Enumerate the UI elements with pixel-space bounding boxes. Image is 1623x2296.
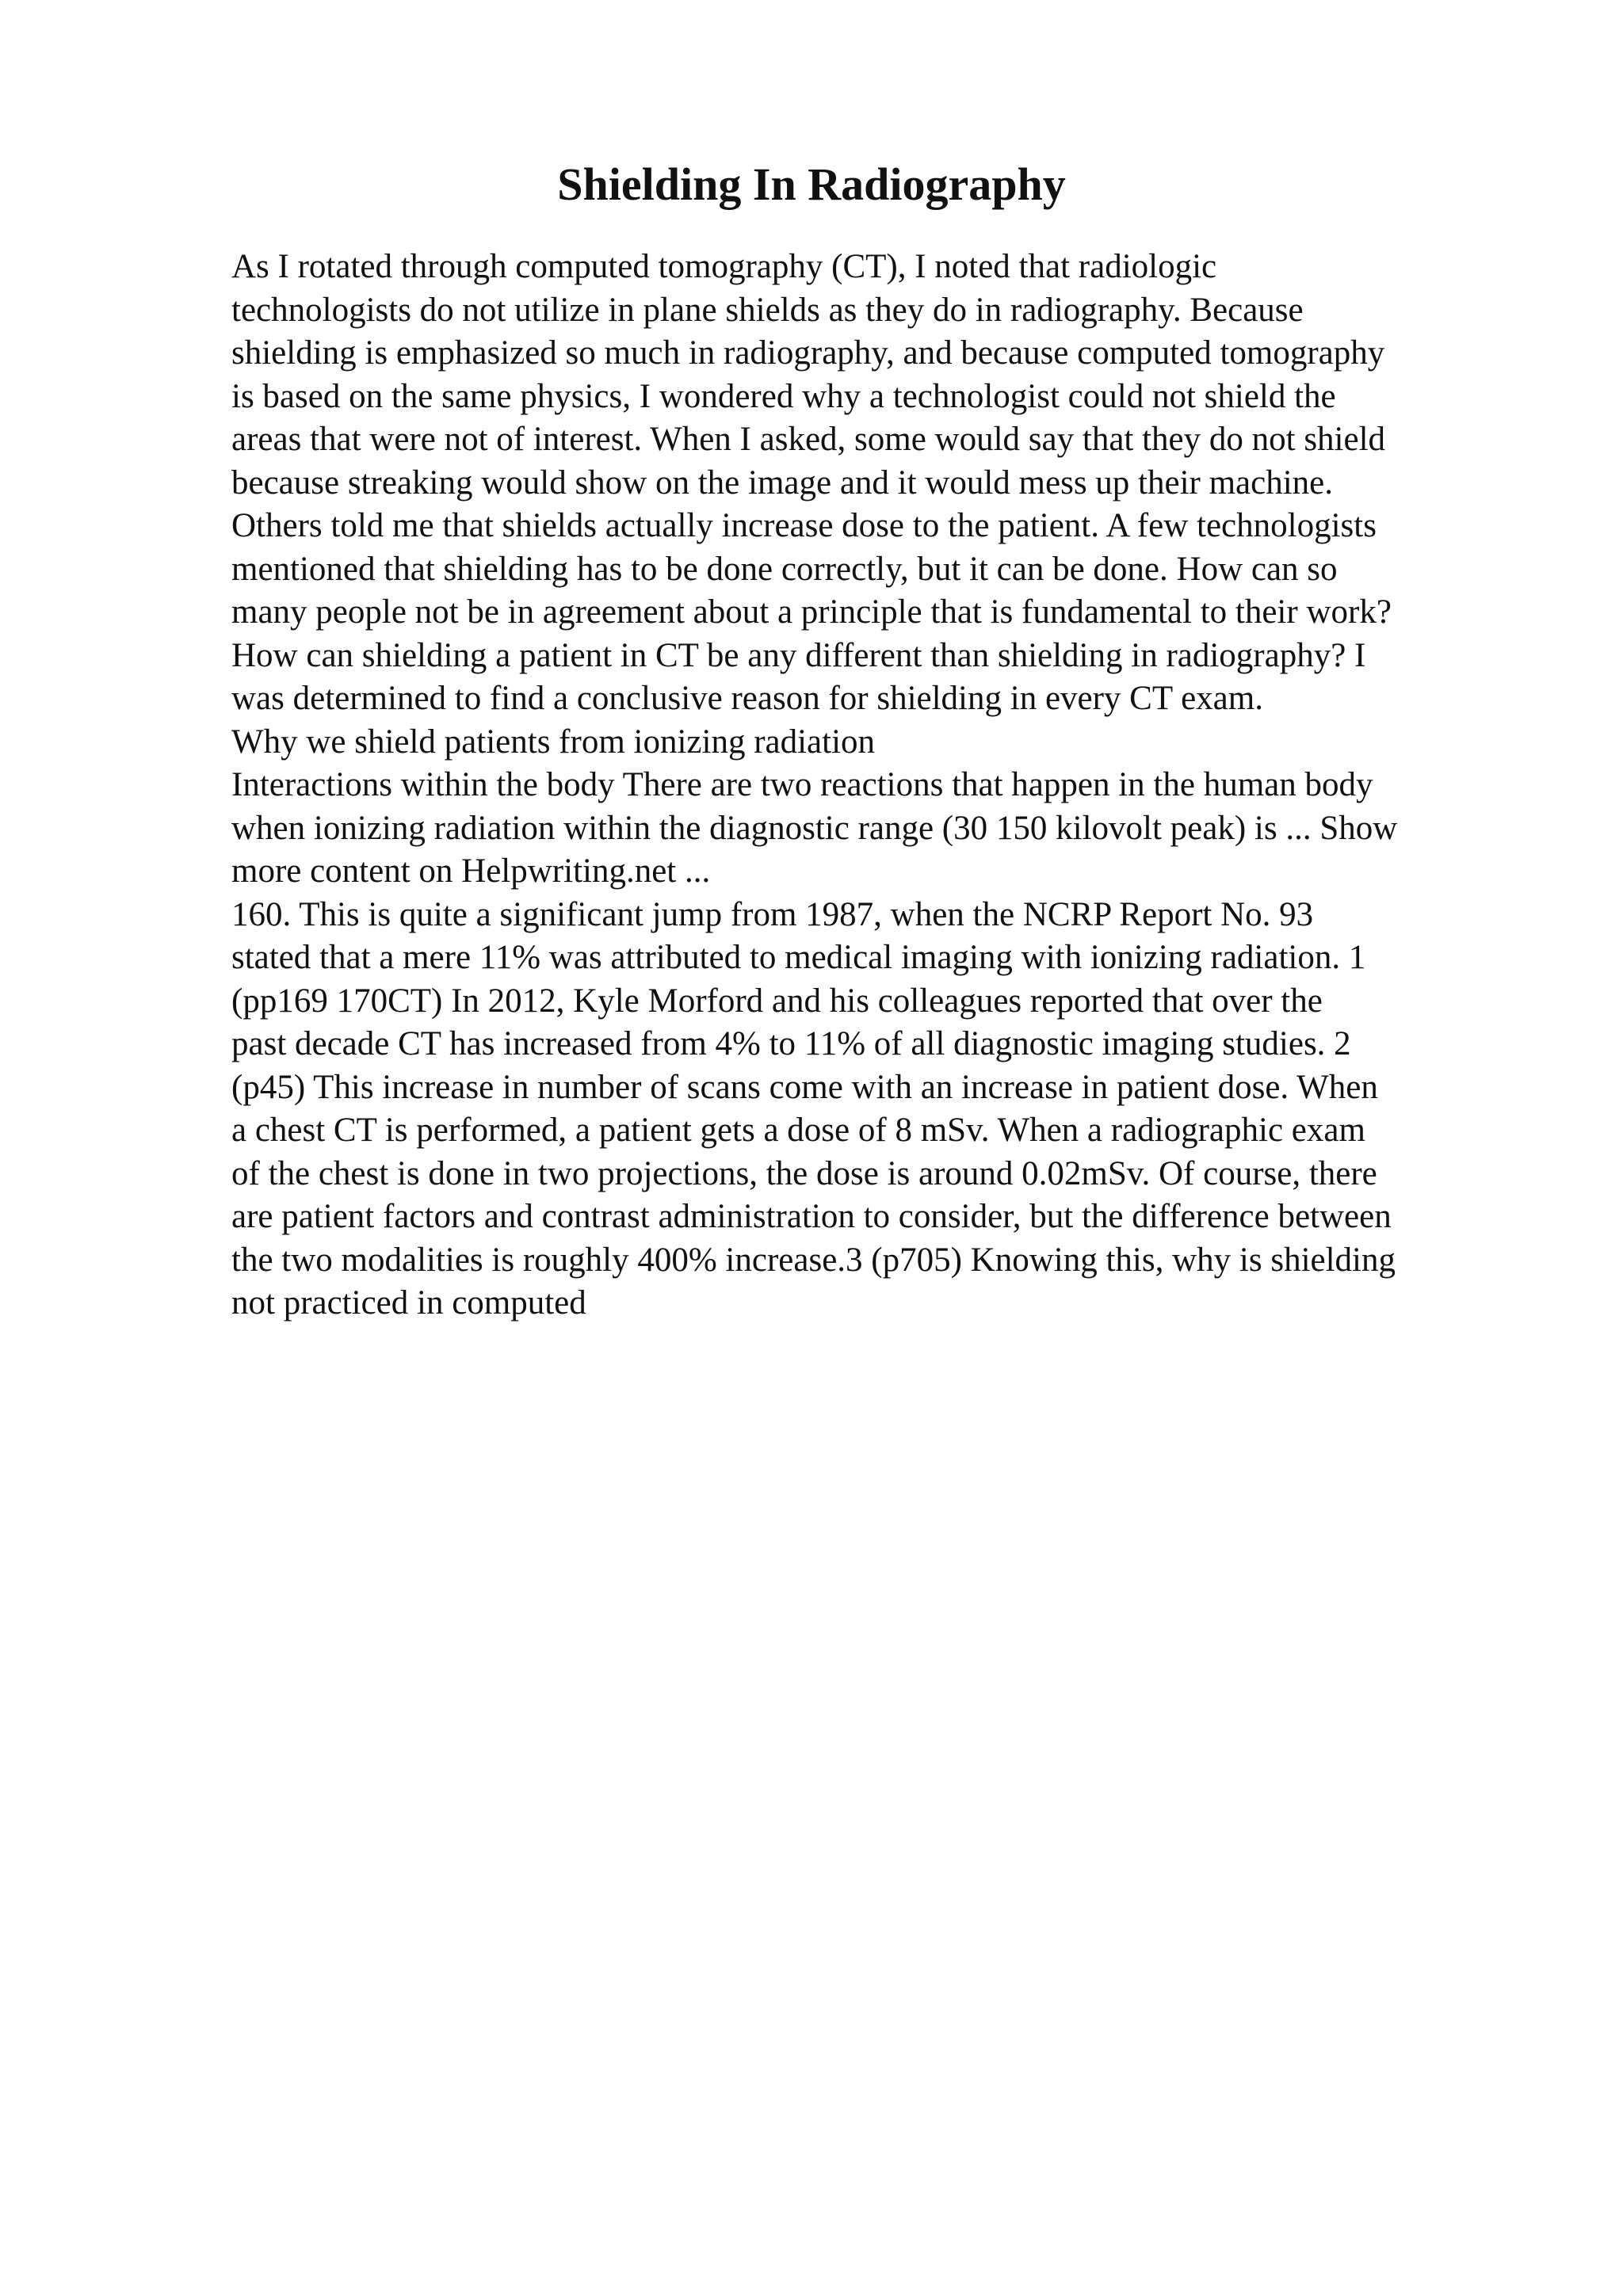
body-line: How can shielding a patient in CT be any different than shielding in radiography? I <box>231 636 1366 674</box>
body-line: Others told me that shields actually increase dose to the patient. A few technologists <box>231 507 1377 544</box>
body-line: a chest CT is performed, a patient gets a dose of 8 mSv. When a radiographic exam <box>231 1112 1365 1149</box>
body-line: is based on the same physics, I wondered why a technologist could not shield the <box>231 377 1336 415</box>
body-line: when ionizing radiation within the diagnostic range (30 150 kilovolt peak) is ... Show <box>231 809 1398 847</box>
body-line: (pp169 170CT) In 2012, Kyle Morford and his colleagues reported that over the <box>231 982 1323 1020</box>
body-line: mentioned that shielding has to be done correctly, but it can be done. How can so <box>231 550 1338 588</box>
body-line: because streaking would show on the image and it would mess up their machine. <box>231 463 1334 502</box>
body-line: past decade CT has increased from 4% to 11% of all diagnostic imaging studies. 2 <box>231 1025 1351 1062</box>
body-line: of the chest is done in two projections, the dose is around 0.02mSv. Of course, there <box>231 1154 1377 1192</box>
body-line: stated that a mere 11% was attributed to medical imaging with ionizing radiation. 1 <box>231 939 1366 976</box>
body-line: not practiced in computed <box>231 1284 586 1322</box>
body-line: was determined to find a conclusive reason for shielding in every CT exam. <box>231 680 1263 717</box>
body-line: shielding is emphasized so much in radiography, and because computed tomography <box>231 334 1385 372</box>
body-line: (p45) This increase in number of scans come with an increase in patient dose. When <box>231 1068 1378 1106</box>
document-title: Shielding In Radiography <box>557 158 1066 210</box>
body-line: are patient factors and contrast administration to consider, but the difference between <box>231 1198 1392 1235</box>
body-line: many people not be in agreement about a principle that is fundamental to their work? <box>231 593 1392 631</box>
document-body <box>231 246 1531 1325</box>
body-line: the two modalities is roughly 400% increase.3 (p705) Knowing this, why is shielding <box>231 1241 1396 1279</box>
body-line: areas that were not of interest. When I asked, some would say that they do not shield <box>231 421 1386 458</box>
body-line: technologists do not utilize in plane shields as they do in radiography. Because <box>231 291 1304 329</box>
section-heading-line: Why we shield patients from ionizing radiation <box>231 723 876 761</box>
body-line: 160. This is quite a significant jump from 1987, when the NCRP Report No. 93 <box>231 895 1314 933</box>
body-line: Interactions within the body There are two reactions that happen in the human body <box>231 766 1373 803</box>
body-line: As I rotated through computed tomography (CT), I noted that radiologic <box>231 248 1217 285</box>
body-line: more content on Helpwriting.net ... <box>231 852 711 890</box>
